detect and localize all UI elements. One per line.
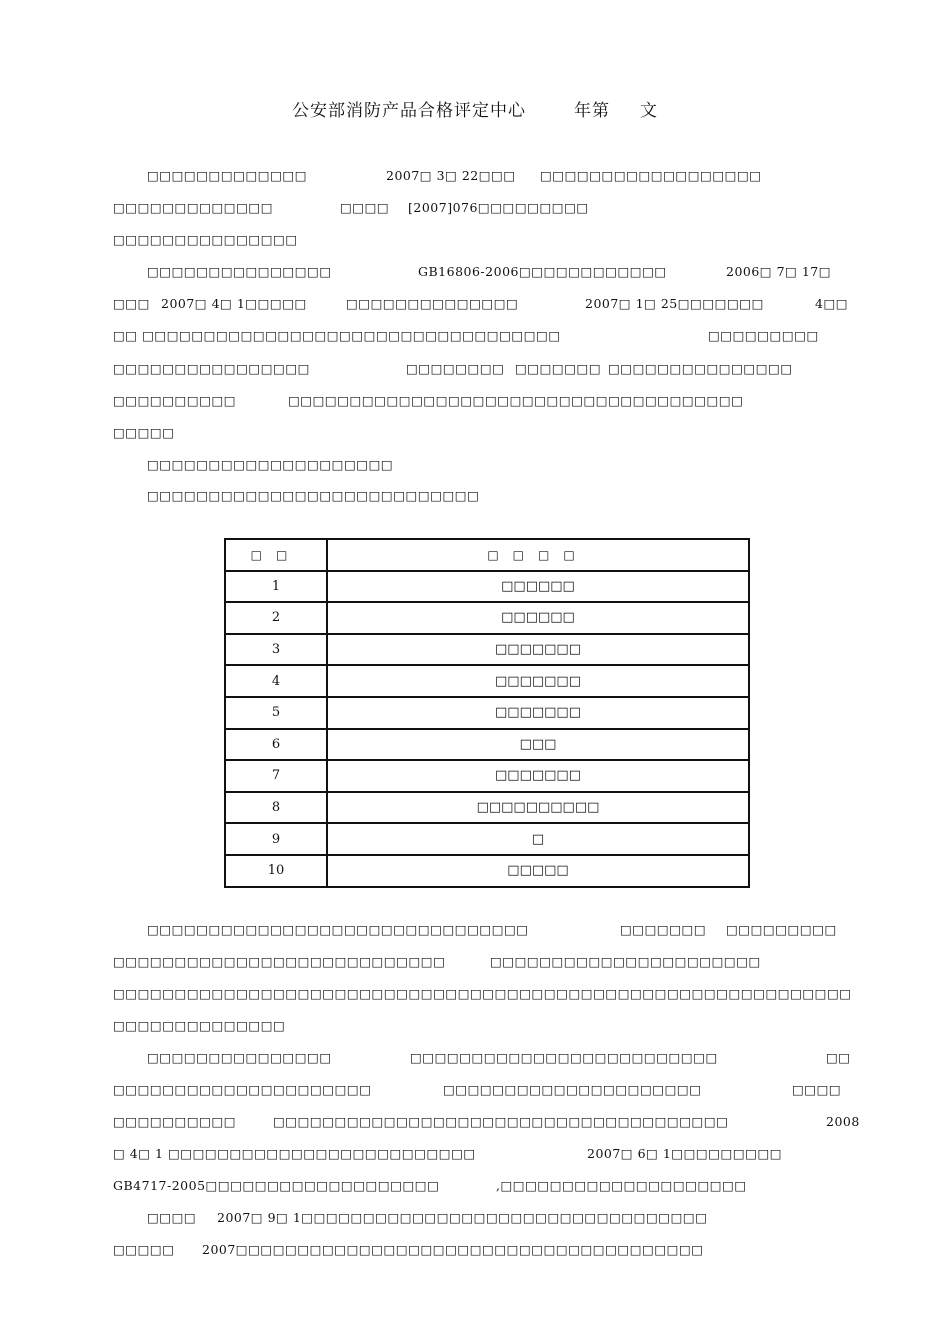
table-row <box>225 634 749 666</box>
text-segment: □□□□□□□□□□□□□□□ <box>113 232 298 247</box>
text-segment: □□□□□ <box>113 425 175 440</box>
text-segment: □□□□□□□□□□□□□ <box>113 200 274 215</box>
table-row <box>225 792 749 824</box>
text-segment: □□□□□□□□□□□□□□□□□□□□□□□□□□□□□□□ <box>147 922 529 937</box>
text-segment: □□□□□□□ <box>515 361 602 376</box>
text-segment: □□□□□□□□□□□□□ <box>147 168 308 183</box>
text-segment: 2007□ 9□ 1□□□□□□□□□□□□□□□□□□□□□□□□□□□□□□□□□ <box>217 1210 708 1225</box>
table-row <box>225 729 749 761</box>
text-segment: 2007□ 4□ 1□□□□□ <box>161 296 307 311</box>
row-index: 3 <box>225 634 327 666</box>
text-segment: □□□□□□□□□□□□□□□□□□□□□ <box>443 1082 702 1097</box>
row-index: 10 <box>225 855 327 887</box>
text-segment: □□□□□□□□□□ <box>113 393 237 408</box>
text-segment: 2007□ 1□ 25□□□□□□□ <box>585 296 764 311</box>
text-segment: □□□□□ <box>113 1242 175 1257</box>
table-row <box>225 855 749 887</box>
text-segment: □□□□□□□□□□□□□□□ <box>147 1050 332 1065</box>
text-segment: □□□□□□□□□□□□□□□□□□□□□□□□□□□□□□□□□□□□□ <box>273 1114 729 1129</box>
text-segment: □□□ <box>113 296 150 311</box>
text-segment: □ 4□ 1 □□□□□□□□□□□□□□□□□□□□□□□□□ <box>113 1146 476 1161</box>
row-product-name: □□□ <box>327 729 749 761</box>
text-segment: ,□□□□□□□□□□□□□□□□□□□□ <box>496 1178 747 1193</box>
row-product-name: □□□□□□□□□□ <box>327 792 749 824</box>
row-product-name: □□□□□□□ <box>327 760 749 792</box>
text-segment: □□□□□□□□□□□□□□ <box>113 1018 286 1033</box>
table-row <box>225 571 749 603</box>
row-product-name: □□□□□□□ <box>327 634 749 666</box>
text-segment: □□□□□□□□□□□□□□□□□□□□□□□□□ <box>410 1050 718 1065</box>
table-row <box>225 665 749 697</box>
text-segment: 4□□ <box>815 296 849 311</box>
text-segment: 2008 <box>826 1114 860 1129</box>
row-index: 7 <box>225 760 327 792</box>
text-segment: 2007□ 6□ 1□□□□□□□□□ <box>587 1146 783 1161</box>
title-doc: 文 <box>640 101 658 121</box>
text-segment: □□□□□□□□□□□□□□□□□□□□□ <box>113 1082 372 1097</box>
text-segment: □□□□□□□□□ <box>726 922 837 937</box>
table-row <box>225 823 749 855</box>
row-product-name: □ <box>327 823 749 855</box>
header-name: □□□□ <box>327 539 749 571</box>
text-segment: □□□□□□□□□ <box>708 328 819 343</box>
text-segment: □□□□ <box>147 1210 197 1225</box>
table-row <box>225 602 749 634</box>
text-segment: □□ <box>826 1050 851 1065</box>
row-product-name: □□□□□□ <box>327 571 749 603</box>
row-index: 8 <box>225 792 327 824</box>
row-product-name: □□□□□□ <box>327 602 749 634</box>
row-product-name: □□□□□ <box>327 855 749 887</box>
row-index: 5 <box>225 697 327 729</box>
row-index: 1 <box>225 571 327 603</box>
text-segment: 2007□ 3□ 22□□□ <box>386 168 516 183</box>
title-year: 年第 <box>574 101 610 121</box>
text-segment: □□□□□□□□□□□□□□□ <box>147 264 332 279</box>
text-segment: □□□□ <box>792 1082 842 1097</box>
text-segment: □□□□□□□□□□□□□□ <box>346 296 519 311</box>
text-segment: □□□□□□□□□□□□□□□□□□□□□□ <box>490 954 761 969</box>
text-segment: GB4717-2005□□□□□□□□□□□□□□□□□□□ <box>113 1178 440 1193</box>
document-title <box>0 96 950 121</box>
text-segment: GB16806-2006□□□□□□□□□□□□ <box>418 264 667 279</box>
product-table <box>224 538 750 888</box>
header-index: □□ <box>225 539 327 571</box>
row-index: 9 <box>225 823 327 855</box>
text-segment: 2007□□□□□□□□□□□□□□□□□□□□□□□□□□□□□□□□□□□□□□ <box>202 1242 704 1257</box>
row-index: 4 <box>225 665 327 697</box>
text-segment: □□□□□□□□□□□□□□□□□□□□□□□□□□□ <box>147 488 480 503</box>
table-row <box>225 760 749 792</box>
text-segment: [2007]076□□□□□□□□□ <box>408 200 589 215</box>
text-segment: □□□□□□□□□□□□□□□□□□□□ <box>147 457 394 472</box>
text-segment: □□ □□□□□□□□□□□□□□□□□□□□□□□□□□□□□□□□□□ <box>113 328 561 343</box>
row-product-name: □□□□□□□ <box>327 665 749 697</box>
text-segment: □□□□□□□□□□□□□□□□□□□□□□□□□□□□□□□□□□□□□ <box>288 393 744 408</box>
text-segment: □□□□□□□□□□ <box>113 1114 237 1129</box>
row-index: 2 <box>225 602 327 634</box>
title-issuer: 公安部消防产品合格评定中心 <box>292 101 526 121</box>
text-segment: □□□□□□□□□□□□□□□□□□□□□□□□□□□ <box>113 954 446 969</box>
text-segment: □□□□□□□□□□□□□□□□ <box>113 361 310 376</box>
row-index: 6 <box>225 729 327 761</box>
text-segment: 2006□ 7□ 17□ <box>726 264 832 279</box>
table-header-row <box>225 539 749 571</box>
text-segment: □□□□□□□□□□□□□□□ <box>608 361 793 376</box>
table-row <box>225 697 749 729</box>
text-segment: □□□□□□□□□□□□□□□□□□□□□□□□□□□□□□□□□□□□□□□□□□□□□□□□□□□□□□□□□□□□ <box>113 986 852 1001</box>
text-segment: □□□□ <box>340 200 390 215</box>
text-segment: □□□□□□□ <box>620 922 707 937</box>
text-segment: □□□□□□□□ <box>406 361 505 376</box>
row-product-name: □□□□□□□ <box>327 697 749 729</box>
text-segment: □□□□□□□□□□□□□□□□□□ <box>540 168 762 183</box>
